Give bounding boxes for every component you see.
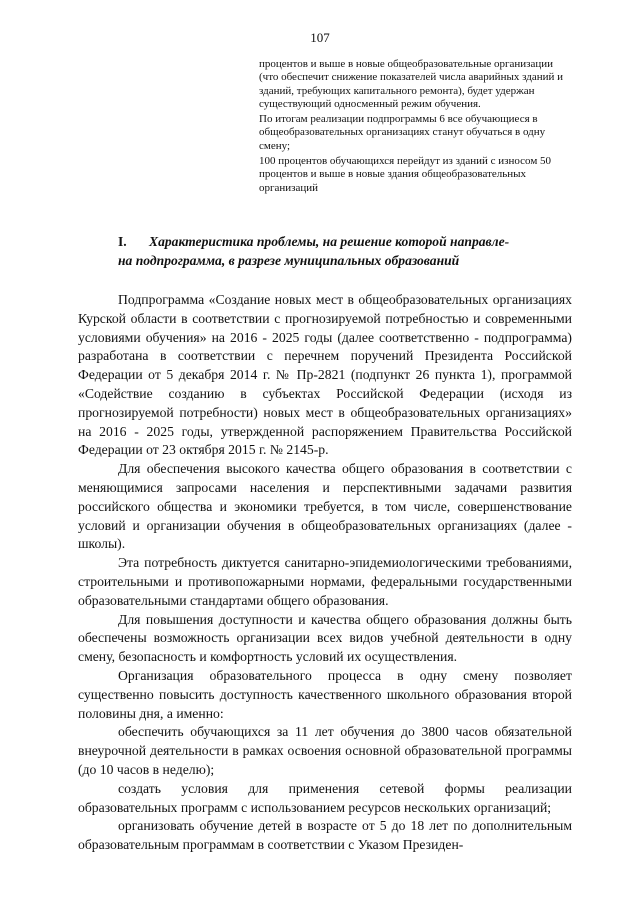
- section-heading: [118, 232, 578, 270]
- body-paragraph: обеспечить обучающихся за 11 лет обучения до 3800 часов обязательной внеурочной деятельности в рамках освоения основной образовательной программы (до 10 часов в неделю);: [78, 724, 572, 777]
- body-paragraph: Для повышения доступности и качества общего образования должны быть обеспечены возможность организации всех видов учебной деятельности в одну смену, безопасность и комфортность условий их осуществления.: [78, 611, 572, 665]
- page-number: 107: [310, 30, 330, 45]
- body-paragraph: Подпрограмма «Создание новых мест в общеобразовательных организациях Курской области в соответствии с прогнозируемой потребностью и современными условиями обучения» на 2016 - 2025 годы (далее соответственно - подпрограмма) разработана в соответствии с перечнем поручений Президента Российской Федерации от 5 декабря 2014 г. № Пр-2821 (подпункт 26 пункта 1), программой «Содействие созданию в субъектах Российской Федерации (исходя из прогнозируемой потребности) новых мест в общеобразовательных организациях» на 2016 - 2025 годы, утвержденной распоряжением Правительства Российской Федерации от 23 октября 2015 г. № 2145-р.: [78, 292, 572, 458]
- body-paragraph: Организация образовательного процесса в одну смену позволяет существенно повысить доступность качественного школьного образования второй половины дня, а именно:: [78, 667, 572, 721]
- body-paragraph: Эта потребность диктуется санитарно-эпидемиологическими требованиями, строительными и противопожарными нормами, федеральными государственными образовательными стандартами общего образования.: [78, 555, 572, 608]
- section-title-line2: на подпрограмма, в разрезе муниципальных образований: [118, 253, 460, 268]
- continuation-paragraph: По итогам реализации подпрограммы 6 все обучающиеся в общеобразовательных организациях станут обучаться в одну смену;: [259, 113, 546, 152]
- continuation-paragraph: процентов и выше в новые общеобразовательные организации (что обеспечит снижение показателей числа аварийных зданий и зданий, требующих капитального ремонта), будет удержан существующий односменный режим обучения.: [259, 58, 564, 110]
- continuation-paragraph: 100 процентов обучающихся перейдут из зданий с износом 50 процентов и выше в новые здания общеобразовательных организаций: [259, 155, 552, 194]
- continuation-block: [259, 58, 571, 197]
- body-paragraph: Для обеспечения высокого качества общего образования в соответствии с меняющимися запросами населения и перспективными задачами развития российского общества и экономики требуется, в том числе, совершенствование условий и организации обучения в общеобразовательных организациях (далее - школы).: [78, 461, 572, 552]
- section-title-line1: Характеристика проблемы, на решение которой направле-: [149, 234, 510, 249]
- body-text: [78, 291, 572, 855]
- body-paragraph: создать условия для применения сетевой формы реализации образовательных программ с использованием ресурсов нескольких организаций;: [78, 780, 572, 815]
- body-paragraph: организовать обучение детей в возрасте от 5 до 18 лет по дополнительным образовательным программам в соответствии с Указом Президен-: [78, 818, 572, 853]
- section-number: I.: [118, 234, 127, 249]
